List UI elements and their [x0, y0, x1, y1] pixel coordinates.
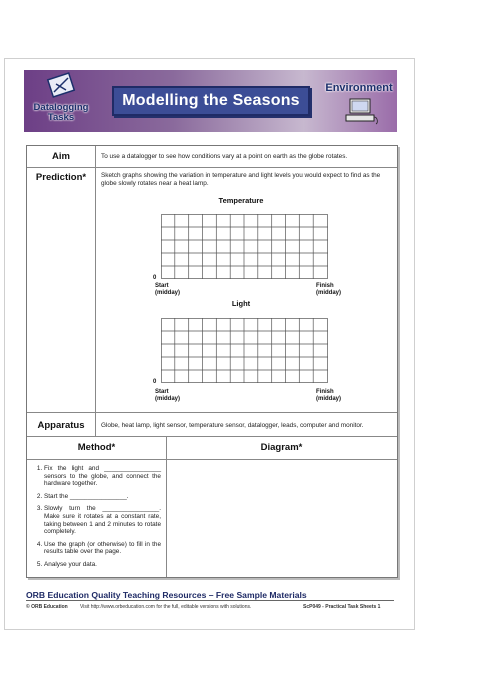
- method-step: 5. Analyse your data.: [44, 561, 161, 569]
- light-start-sub: (midday): [155, 396, 181, 402]
- temperature-grid: [161, 214, 328, 279]
- divider: [95, 146, 96, 436]
- temperature-finish-sub: (midday): [316, 290, 342, 296]
- light-graph-title: Light: [231, 299, 251, 308]
- temperature-graph-title: Temperature: [218, 196, 264, 205]
- footer-code: ScP049 - Practical Task Sheets 1: [303, 604, 381, 610]
- apparatus-text: Globe, heat lamp, light sensor, temperature sensor, datalogger, leads, computer and monitor.: [101, 422, 364, 429]
- light-start-label: Start: [155, 389, 169, 395]
- footer-divider: [26, 600, 394, 601]
- method-steps: [33, 465, 161, 574]
- divider: [27, 459, 166, 460]
- light-finish-sub: (midday): [316, 396, 342, 402]
- prediction-label: Prediction*: [35, 172, 87, 183]
- method-step: 3. Slowly turn the ________________. Make sure it rotates at a constant rate, taking between 1 and 2 minutes to rotate completely.: [44, 505, 161, 535]
- method-label: Method*: [77, 442, 116, 453]
- datalogging-tasks-title: Datalogging Tasks: [33, 102, 89, 123]
- footer-visit: Visit http://www.orbeducation.com for the full, editable versions with solutions.: [80, 604, 252, 610]
- divider: [27, 167, 397, 168]
- light-grid: [161, 318, 328, 383]
- light-finish-label: Finish: [316, 389, 334, 395]
- method-step: 4. Use the graph (or otherwise) to fill in the results table over the page.: [44, 541, 161, 556]
- light-origin-label: 0: [153, 379, 157, 385]
- diagram-area[interactable]: [167, 460, 396, 576]
- footer-copyright: © ORB Education: [26, 604, 68, 610]
- temperature-origin-label: 0: [153, 275, 157, 281]
- task-table: [26, 145, 398, 578]
- aim-text: To use a datalogger to see how conditions vary at a point on earth as the globe rotates.: [101, 153, 348, 160]
- method-step: 1. Fix the light and ________________ sensors to the globe, and connect the hardware together.: [44, 465, 161, 488]
- method-step: 2. Start the ________________.: [44, 493, 161, 501]
- computer-icon: [342, 97, 380, 125]
- temperature-start-label: Start: [155, 283, 169, 289]
- page-title: Modelling the Seasons: [112, 86, 310, 116]
- prediction-text: Sketch graphs showing the variation in temperature and light levels you would expect to find as the globe slowly rotates near a heat lamp.: [101, 172, 381, 187]
- temperature-start-sub: (midday): [155, 290, 181, 296]
- temperature-finish-label: Finish: [316, 283, 334, 289]
- divider: [27, 412, 397, 413]
- category-title: Environment: [325, 82, 393, 94]
- aim-label: Aim: [52, 151, 70, 162]
- footer-title: ORB Education Quality Teaching Resources – Free Sample Materials: [26, 590, 307, 600]
- diagram-label: Diagram*: [260, 442, 303, 453]
- divider: [27, 436, 397, 437]
- apparatus-label: Apparatus: [37, 420, 85, 431]
